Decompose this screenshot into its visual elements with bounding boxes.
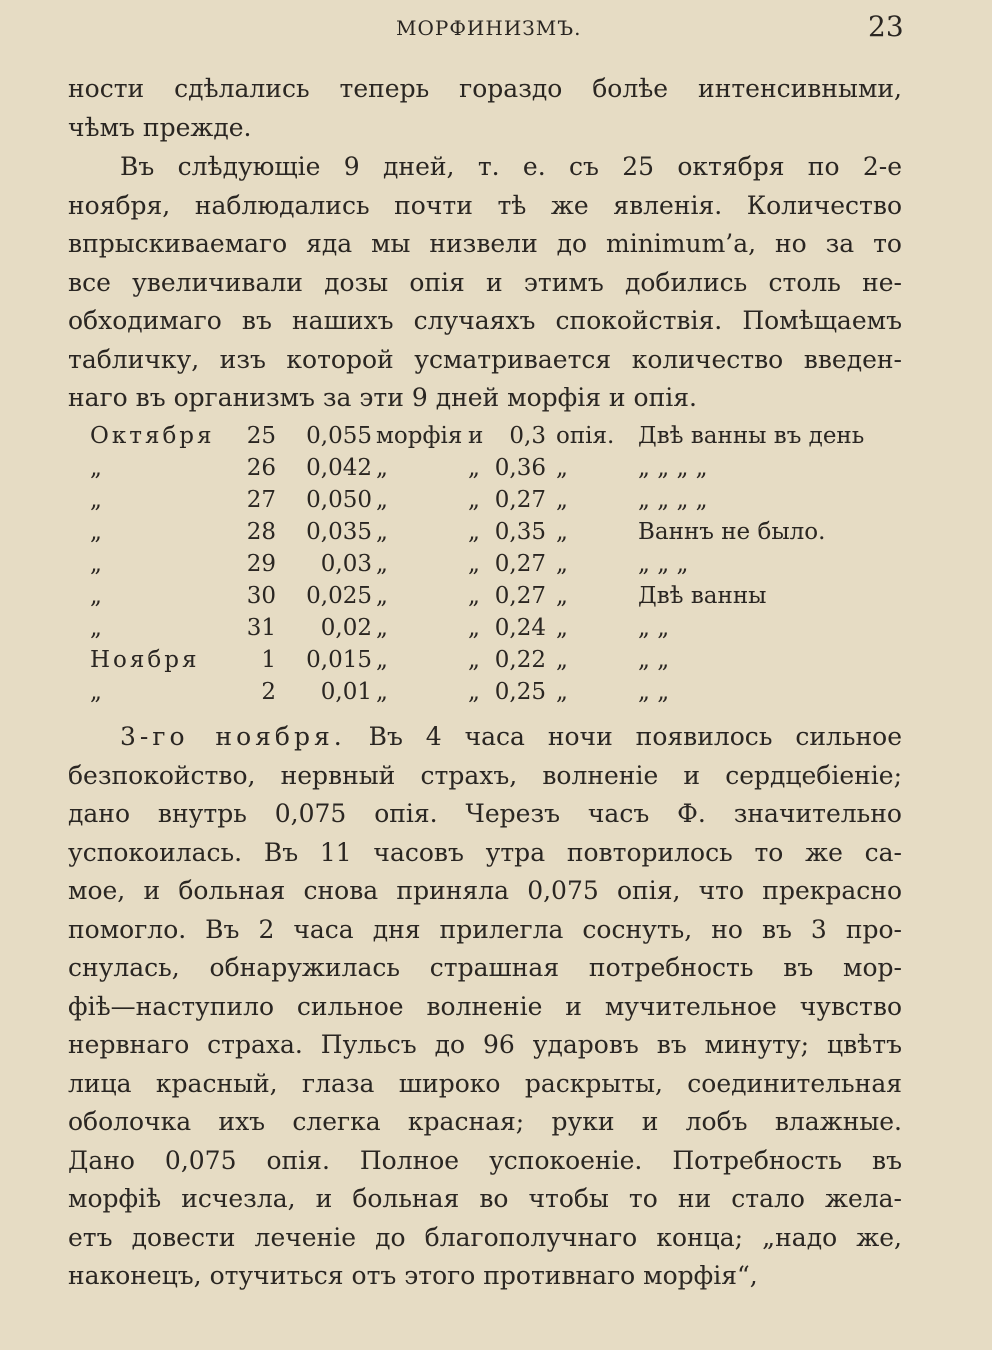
text-line: Дано 0,075 опія. Полное успокоеніе. Потребность въ <box>68 1145 902 1175</box>
text-line: ноября, наблюдались почти тѣ же явленія. Количество <box>68 190 902 220</box>
text-line: все увеличивали дозы опія и этимъ добились столь не- <box>68 267 902 297</box>
table-day: 27 <box>246 487 276 513</box>
table-morphine-dose: 0,03 <box>320 551 372 577</box>
text-line: наго въ организмъ за эти 9 дней морфія и опія. <box>68 383 697 412</box>
running-head <box>0 8 992 48</box>
paragraph-november-3 <box>68 718 902 1296</box>
text-line: ности сдѣлались теперь гораздо болѣе интенсивными, <box>68 74 902 103</box>
table-day: 30 <box>246 583 276 609</box>
text-fragment: Въ 4 часа ночи появилось сильное <box>368 722 902 751</box>
table-morphine-label: „ <box>376 583 388 609</box>
table-bath-note: „ „ <box>638 679 670 705</box>
table-conjunction: „ <box>468 487 480 513</box>
table-opium-label: „ <box>556 519 568 545</box>
text-line: Въ слѣдующіе 9 дней, т. е. съ 25 октября по 2-е <box>120 152 902 181</box>
text-line: етъ довести леченіе до благополучнаго конца; „надо же, <box>68 1222 902 1252</box>
text-line <box>68 718 902 757</box>
table-day: 25 <box>246 423 276 449</box>
table-opium-label: опія. <box>556 423 615 449</box>
date-heading: 3-го ноября. <box>120 722 346 751</box>
table-conjunction: „ <box>468 519 480 545</box>
paragraph-intro <box>68 148 902 418</box>
text-line: морфіѣ исчезла, и больная во чтобы то ни стало жела- <box>68 1184 902 1213</box>
table-morphine-dose: 0,015 <box>306 647 372 673</box>
text-line: дано внутрь 0,075 опія. Черезъ часъ Ф. значительно <box>68 799 902 828</box>
text-line: мое, и больная снова приняла 0,075 опія, что прекрасно <box>68 876 902 905</box>
table-morphine-dose: 0,025 <box>306 583 372 609</box>
table-month: „ <box>90 615 105 641</box>
table-bath-note: „ „ <box>638 647 670 673</box>
table-month: „ <box>90 551 105 577</box>
table-opium-label: „ <box>556 583 568 609</box>
table-morphine-label: „ <box>376 519 388 545</box>
text-line: нервнаго страха. Пульсъ до 96 ударовъ въ минуту; цвѣтъ <box>68 1030 902 1059</box>
table-opium-dose: 0,27 <box>494 487 546 513</box>
table-day: 31 <box>246 615 276 641</box>
text-line: безпокойство, нервный страхъ, волненіе и сердцебіеніе; <box>68 760 902 790</box>
page-number: 23 <box>868 10 904 43</box>
text-line: помогло. Въ 2 часа дня прилегла соснуть, но въ 3 про- <box>68 914 902 944</box>
text-line: фіѣ—наступило сильное волненіе и мучительное чувство <box>68 991 902 1021</box>
table-bath-note: Двѣ ванны въ день <box>638 423 865 449</box>
text-line: табличку, изъ которой усматривается количество введен- <box>68 344 902 374</box>
table-opium-label: „ <box>556 679 568 705</box>
text-line: лица красный, глаза широко раскрыты, соединительная <box>68 1068 902 1098</box>
table-opium-dose: 0,3 <box>509 423 546 449</box>
table-opium-dose: 0,36 <box>494 455 546 481</box>
table-row <box>90 519 890 551</box>
table-opium-label: „ <box>556 455 568 481</box>
table-opium-dose: 0,24 <box>494 615 546 641</box>
table-morphine-dose: 0,055 <box>306 423 372 449</box>
running-title: МОРФИНИЗМЪ. <box>396 16 582 40</box>
table-morphine-dose: 0,02 <box>320 615 372 641</box>
table-bath-note: Ваннъ не было. <box>638 519 826 545</box>
paragraph-continuation <box>68 70 902 147</box>
table-row <box>90 647 890 679</box>
table-opium-dose: 0,27 <box>494 551 546 577</box>
table-morphine-dose: 0,01 <box>320 679 372 705</box>
table-month: „ <box>90 519 105 545</box>
table-row <box>90 487 890 519</box>
table-day: 29 <box>246 551 276 577</box>
table-row <box>90 551 890 583</box>
table-opium-dose: 0,27 <box>494 583 546 609</box>
table-morphine-label: „ <box>376 487 388 513</box>
table-bath-note: „ „ „ <box>638 551 689 577</box>
table-row <box>90 423 890 455</box>
table-day: 28 <box>246 519 276 545</box>
table-month: „ <box>90 583 105 609</box>
table-bath-note: „ „ <box>638 615 670 641</box>
table-morphine-label: „ <box>376 647 388 673</box>
table-month: „ <box>90 455 105 481</box>
table-row <box>90 455 890 487</box>
table-conjunction: „ <box>468 551 480 577</box>
table-row <box>90 583 890 615</box>
table-month: Октября <box>90 423 215 449</box>
table-conjunction: „ <box>468 647 480 673</box>
table-morphine-label: „ <box>376 679 388 705</box>
table-morphine-label: морфія <box>376 423 463 449</box>
table-bath-note: „ „ „ „ <box>638 455 708 481</box>
table-day: 2 <box>261 679 276 705</box>
table-row <box>90 615 890 647</box>
table-day: 26 <box>246 455 276 481</box>
table-morphine-label: „ <box>376 455 388 481</box>
text-line: чѣмъ прежде. <box>68 112 252 142</box>
table-bath-note: „ „ „ „ <box>638 487 708 513</box>
table-morphine-dose: 0,042 <box>306 455 372 481</box>
table-morphine-dose: 0,050 <box>306 487 372 513</box>
text-line: обходимаго въ нашихъ случаяхъ спокойствія. Помѣщаемъ <box>68 306 902 335</box>
text-line: снулась, обнаружилась страшная потребность въ мор- <box>68 953 902 982</box>
table-conjunction: „ <box>468 679 480 705</box>
table-month: „ <box>90 487 105 513</box>
table-conjunction: и <box>468 423 484 449</box>
table-opium-label: „ <box>556 647 568 673</box>
table-opium-label: „ <box>556 487 568 513</box>
table-conjunction: „ <box>468 455 480 481</box>
table-day: 1 <box>261 647 276 673</box>
table-morphine-dose: 0,035 <box>306 519 372 545</box>
table-morphine-label: „ <box>376 615 388 641</box>
table-month: Ноября <box>90 647 200 673</box>
table-conjunction: „ <box>468 583 480 609</box>
text-line: оболочка ихъ слегка красная; руки и лобъ влажные. <box>68 1107 902 1136</box>
table-opium-label: „ <box>556 615 568 641</box>
table-bath-note: Двѣ ванны <box>638 583 767 609</box>
text-line: впрыскиваемаго яда мы низвели до minimum’a, но за то <box>68 229 902 258</box>
table-month: „ <box>90 679 105 705</box>
text-line: наконецъ, отучиться отъ этого противнаго морфія“, <box>68 1261 758 1290</box>
table-opium-dose: 0,22 <box>494 647 546 673</box>
table-row <box>90 679 890 711</box>
dose-table <box>90 423 890 711</box>
table-conjunction: „ <box>468 615 480 641</box>
table-morphine-label: „ <box>376 551 388 577</box>
table-opium-label: „ <box>556 551 568 577</box>
table-opium-dose: 0,25 <box>494 679 546 705</box>
text-line: успокоилась. Въ 11 часовъ утра повторилось то же са- <box>68 837 902 867</box>
table-opium-dose: 0,35 <box>494 519 546 545</box>
